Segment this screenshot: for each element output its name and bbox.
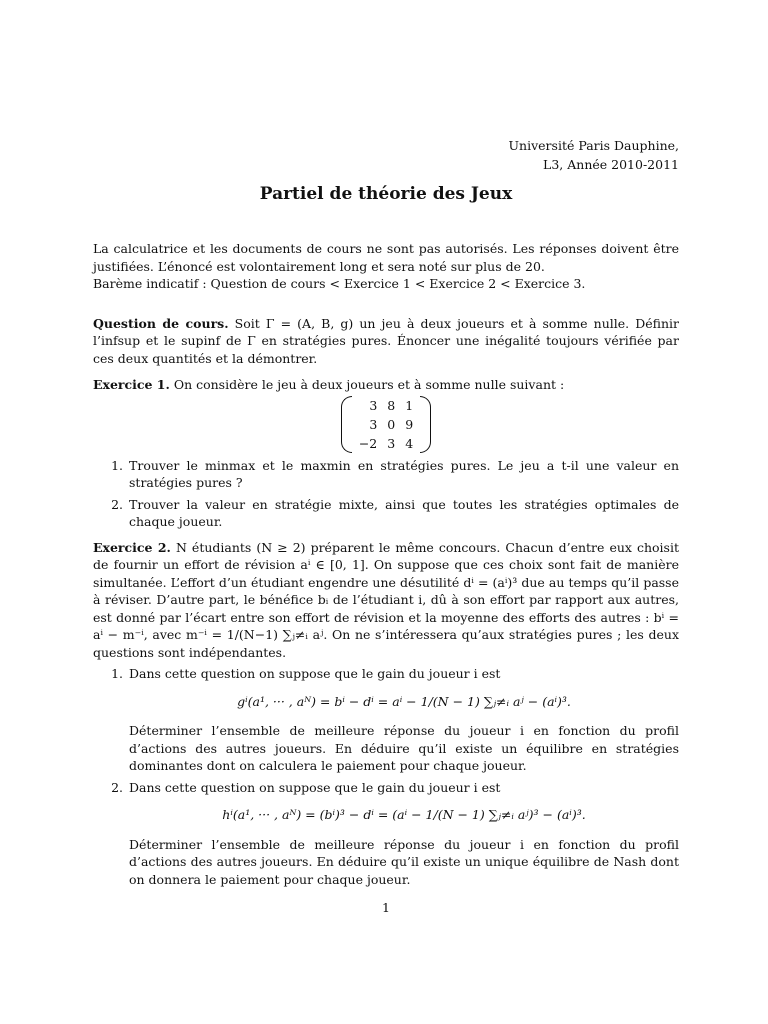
exercise-1-text: On considère le jeu à deux joueurs et à somme nulle suivant : bbox=[173, 377, 565, 392]
list-item: 1. Trouver le minmax et le maxmin en stratégies pures. Le jeu a t-il une valeur en stratégies pures ? bbox=[127, 457, 679, 492]
matrix-cell: 8 bbox=[387, 397, 396, 413]
matrix-cell: 3 bbox=[369, 397, 378, 413]
exercise-2-statement bbox=[93, 539, 679, 662]
matrix-cell: 1 bbox=[405, 397, 414, 413]
left-parenthesis bbox=[341, 396, 352, 453]
question-label: Question de cours. bbox=[93, 315, 229, 331]
matrix-cell: 4 bbox=[405, 435, 414, 451]
question-text: Soit Γ = (A, B, g) un jeu à deux joueurs et à somme nulle. Définir l’infsup et le supinf de Γ en stratégies pures. Énoncer une inégalité toujours vérifiée par ces deux quantités et la démontrer. bbox=[93, 315, 679, 366]
grading-line: Barème indicatif : Question de cours < Exercice 1 < Exercice 2 < Exercice 3. bbox=[93, 276, 586, 291]
right-parenthesis bbox=[420, 396, 431, 453]
question-2-text: Déterminer l’ensemble de meilleure réponse du joueur i en fonction du profil d’actions des autres joueurs. En déduire qu’il existe un unique équilibre de Nash dont on donnera le paiement pour chaque joueur. bbox=[129, 836, 679, 887]
formula-h: hⁱ(a¹, ··· , aᴺ) = (bⁱ)³ − dⁱ = (aⁱ − 1/(N − 1) ∑ⱼ≠ᵢ aʲ)³ − (aⁱ)³. bbox=[222, 807, 586, 822]
exercise-2-questions bbox=[93, 665, 679, 888]
matrix-cell: 9 bbox=[405, 416, 414, 432]
page-title: Partiel de théorie des Jeux bbox=[259, 184, 513, 204]
document-body bbox=[93, 240, 679, 892]
exercise-2-label: Exercice 2. bbox=[93, 539, 171, 555]
matrix-row bbox=[354, 415, 418, 434]
matrix-table bbox=[354, 396, 418, 453]
question-2-intro: 2. Dans cette question on suppose que le gain du joueur i est bbox=[129, 779, 501, 795]
list-item bbox=[127, 665, 679, 775]
header-block bbox=[509, 136, 679, 174]
question-1-intro: 1. Dans cette question on suppose que le gain du joueur i est bbox=[129, 666, 501, 681]
exercise-1-questions bbox=[93, 457, 679, 531]
header-university: Université Paris Dauphine, bbox=[508, 138, 679, 153]
exercise-1-statement bbox=[93, 376, 679, 394]
exercise-2-text: N étudiants (N ≥ 2) préparent le même concours. Chacun d’entre eux choisit de fournir un effort de révision aⁱ ∈ [0, 1]. On suppose que ces choix sont fait de manière simultanée. L’effort d’un étudiant engendre une désutilité dⁱ = (aⁱ)³ due au temps qu’il passe à réviser. D’autre part, le bénéfice bᵢ de l’étudiant i, dû à son effort par rapport aux autres, est donné par l’écart entre son effort de révision et la moyenne des efforts des autres : bⁱ = aⁱ − m⁻ⁱ, avec m⁻ⁱ = 1/(N−1) ∑ⱼ≠ᵢ aʲ. On ne s’intéressera qu’aux stratégies pures ; les deux questions sont indépendantes. bbox=[93, 539, 679, 660]
matrix-row bbox=[354, 434, 418, 453]
exercise-1-label: Exercice 1. bbox=[93, 377, 170, 392]
list-item: 2. Trouver la valeur en stratégie mixte, ainsi que toutes les stratégies optimales de chaque joueur. bbox=[127, 496, 679, 531]
header-year: L3, Année 2010-2011 bbox=[543, 157, 679, 172]
matrix-cell: 0 bbox=[387, 416, 396, 432]
matrix-cell: 3 bbox=[369, 416, 378, 432]
question-1-text: Déterminer l’ensemble de meilleure réponse du joueur i en fonction du profil d’actions des autres joueurs. En déduire qu’il existe un équilibre en stratégies dominantes dont on calculera le paiement pour chaque joueur. bbox=[129, 723, 679, 773]
payoff-matrix bbox=[93, 396, 679, 453]
matrix-row bbox=[354, 396, 418, 415]
question-de-cours bbox=[93, 315, 679, 368]
matrix-cell: 3 bbox=[387, 435, 396, 451]
intro-paragraph: La calculatrice et les documents de cours ne sont pas autorisés. Les réponses doivent être justifiées. L’énoncé est volontairement long et sera noté sur plus de 20. bbox=[93, 241, 679, 274]
formula-g: gⁱ(a¹, ··· , aᴺ) = bⁱ − dⁱ = aⁱ − 1/(N − 1) ∑ⱼ≠ᵢ aʲ − (aⁱ)³. bbox=[237, 693, 571, 709]
list-item bbox=[127, 779, 679, 889]
matrix-cell: −2 bbox=[358, 435, 378, 451]
document-page bbox=[93, 0, 679, 1024]
page-number: 1 bbox=[382, 900, 390, 915]
